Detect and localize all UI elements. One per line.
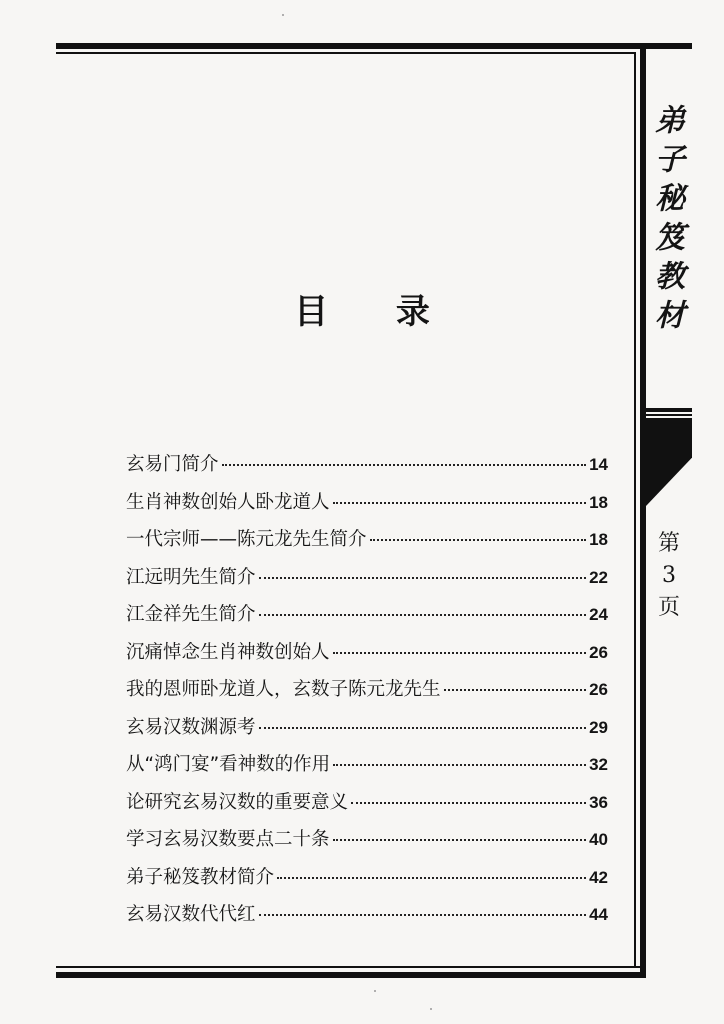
page-number-label <box>650 528 688 624</box>
bottom-border-thick <box>56 972 646 978</box>
toc-entry[interactable] <box>126 713 608 751</box>
toc-entry-page: 18 <box>589 492 608 512</box>
toc-entry-page: 44 <box>589 905 608 924</box>
toc-entry-page: 42 <box>589 867 608 887</box>
scan-speck <box>430 1008 432 1010</box>
toc-dot-leader <box>259 614 587 616</box>
toc-entry-title: 玄易汉数渊源考 <box>126 716 256 738</box>
bottom-border-thin <box>56 966 640 968</box>
toc-dot-leader <box>333 502 587 504</box>
side-tab-triangle <box>646 418 692 506</box>
toc-entry-title: 从“鸿门宴”看神数的作用 <box>126 754 331 775</box>
toc-entry-page: 24 <box>589 605 608 624</box>
toc-entry[interactable] <box>126 750 608 788</box>
book-title-vertical: 弟子秘笈教材 <box>649 104 684 338</box>
toc-entry-title: 我的恩师卧龙道人，玄数子陈元龙先生 <box>126 679 441 700</box>
toc-dot-leader <box>222 464 587 466</box>
toc-entry[interactable] <box>126 525 608 563</box>
toc-dot-leader <box>370 539 587 541</box>
page-char-3: 页 <box>657 595 680 620</box>
toc-dot-leader <box>259 914 587 916</box>
page-char-1: 第 <box>657 531 680 556</box>
toc-entry[interactable] <box>126 825 608 863</box>
toc-heading: 目 录 <box>294 292 458 332</box>
top-border-thin <box>56 52 636 54</box>
toc-dot-leader <box>333 764 586 766</box>
side-band-rule <box>646 408 692 412</box>
toc-entry[interactable] <box>126 563 608 601</box>
toc-entry-page: 40 <box>589 830 608 849</box>
toc-entry-title: 生肖神数创始人卧龙道人 <box>126 491 330 513</box>
toc-entry-title: 江远明先生简介 <box>126 566 256 588</box>
toc-entry-page: 26 <box>589 642 608 662</box>
side-border-thin <box>634 52 636 968</box>
toc-entry-page: 32 <box>589 755 608 774</box>
toc-dot-leader <box>444 689 587 691</box>
toc-entry[interactable] <box>126 600 608 638</box>
toc-entry-page: 22 <box>589 567 608 587</box>
toc-entry-page: 18 <box>589 530 608 549</box>
toc-entry[interactable] <box>126 488 608 526</box>
page-char-2: 3 <box>662 563 676 588</box>
toc-entry[interactable] <box>126 450 608 488</box>
toc-entry-title: 江金祥先生简介 <box>126 604 256 625</box>
toc-entry-title: 论研究玄易汉数的重要意义 <box>126 791 349 813</box>
toc-dot-leader <box>333 652 587 654</box>
toc-dot-leader <box>277 877 586 879</box>
toc-entry[interactable] <box>126 638 608 676</box>
toc-entry-title: 沉痛悼念生肖神数创始人 <box>126 641 330 663</box>
toc-entry[interactable] <box>126 900 608 938</box>
toc-entry-page: 36 <box>589 792 608 812</box>
toc-entry[interactable] <box>126 675 608 713</box>
toc-entry-title: 玄易汉数代代红 <box>126 904 256 925</box>
toc-dot-leader <box>259 727 587 729</box>
toc-entry-title: 弟子秘笈教材简介 <box>126 866 275 888</box>
toc-entry[interactable] <box>126 863 608 901</box>
toc-dot-leader <box>333 839 587 841</box>
side-band-rule-thin <box>646 414 692 416</box>
toc-entry-page: 14 <box>589 455 608 474</box>
toc-entry-title: 玄易门简介 <box>126 454 219 475</box>
toc-dot-leader <box>259 577 587 579</box>
toc-entry-title: 学习玄易汉数要点二十条 <box>126 829 330 850</box>
toc-entry-title: 一代宗师——陈元龙先生简介 <box>126 529 367 550</box>
toc-dot-leader <box>351 802 586 804</box>
scan-speck <box>282 14 284 16</box>
table-of-contents <box>126 450 608 938</box>
toc-entry[interactable] <box>126 788 608 826</box>
toc-entry-page: 29 <box>589 717 608 737</box>
top-border-thick <box>56 43 692 49</box>
toc-entry-page: 26 <box>589 680 608 699</box>
scan-speck <box>374 990 376 992</box>
